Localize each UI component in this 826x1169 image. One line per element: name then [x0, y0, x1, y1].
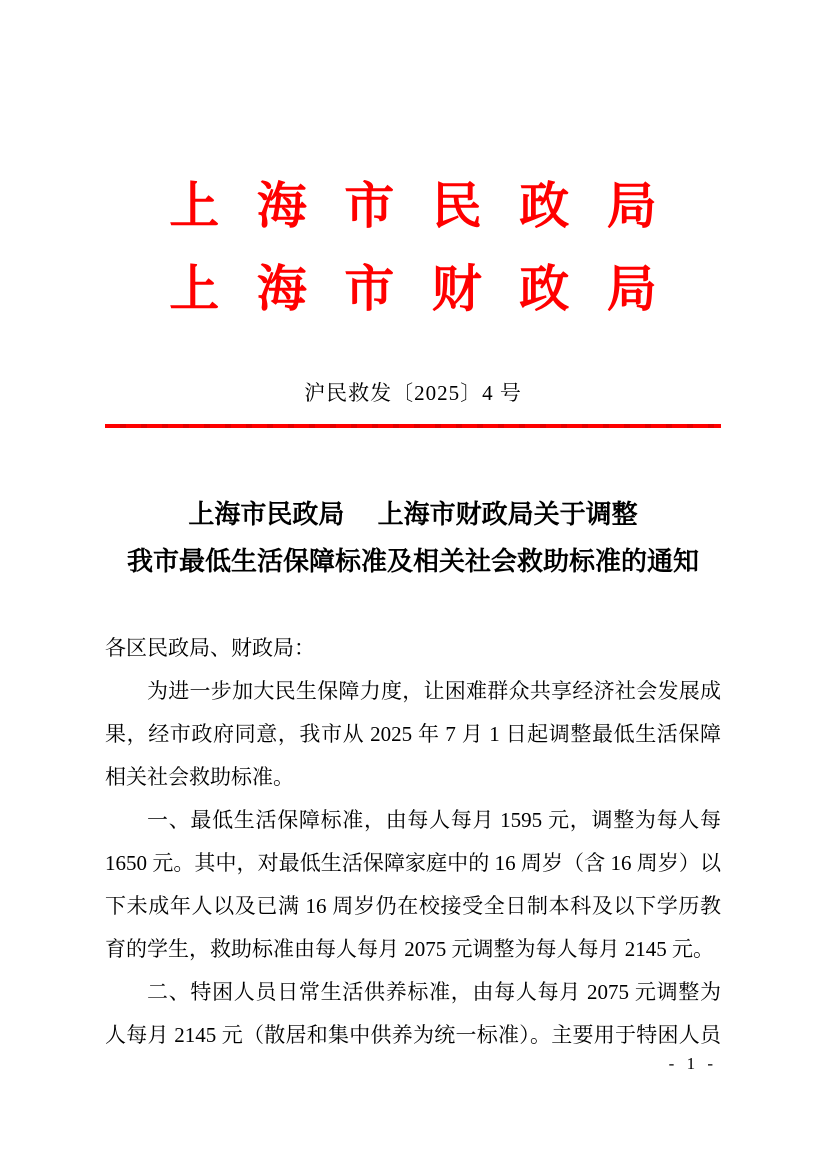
notice-title-line-2: 我市最低生活保障标准及相关社会救助标准的通知 [126, 546, 699, 576]
agency-name-line-1 [0, 178, 826, 234]
agency-name-1-text: 上海市民政局 [169, 178, 695, 234]
salutation-line: 各区民政局、财政局： [105, 636, 315, 660]
body-line-8: 二、特困人员日常生活供养标准，由每人每月 2075 元调整为 [147, 980, 721, 1004]
red-divider-line [105, 424, 721, 428]
body-line-4: 一、最低生活保障标准，由每人每月 1595 元，调整为每人每 [147, 808, 721, 832]
agency-header [0, 178, 826, 344]
agency-name-line-2 [0, 261, 826, 317]
notice-title [0, 497, 826, 591]
page-number: - 1 - [668, 1054, 717, 1073]
body-line-1: 为进一步加大民生保障力度，让困难群众共享经济社会发展成 [147, 679, 721, 703]
body-line-2: 果，经市政府同意，我市从 2025 年 7 月 1 日起调整最低生活保障 [105, 722, 721, 746]
body-line-3: 相关社会救助标准。 [105, 765, 294, 789]
notice-title-line-1: 上海市民政局 上海市财政局关于调整 [188, 499, 638, 529]
agency-name-2-text: 上海市财政局 [169, 261, 695, 317]
document-number: 沪民救发〔2025〕4 号 [304, 381, 522, 405]
body-line-6: 下未成年人以及已满 16 周岁仍在校接受全日制本科及以下学历教 [105, 894, 721, 918]
notice-body [105, 627, 721, 1057]
body-line-7: 育的学生，救助标准由每人每月 2075 元调整为每人每月 2145 元。 [105, 937, 714, 961]
body-line-5: 1650 元。其中，对最低生活保障家庭中的 16 周岁（含 16 周岁）以 [105, 851, 721, 875]
body-line-9: 人每月 2145 元（散居和集中供养为统一标准）。主要用于特困人员 [105, 1023, 721, 1047]
